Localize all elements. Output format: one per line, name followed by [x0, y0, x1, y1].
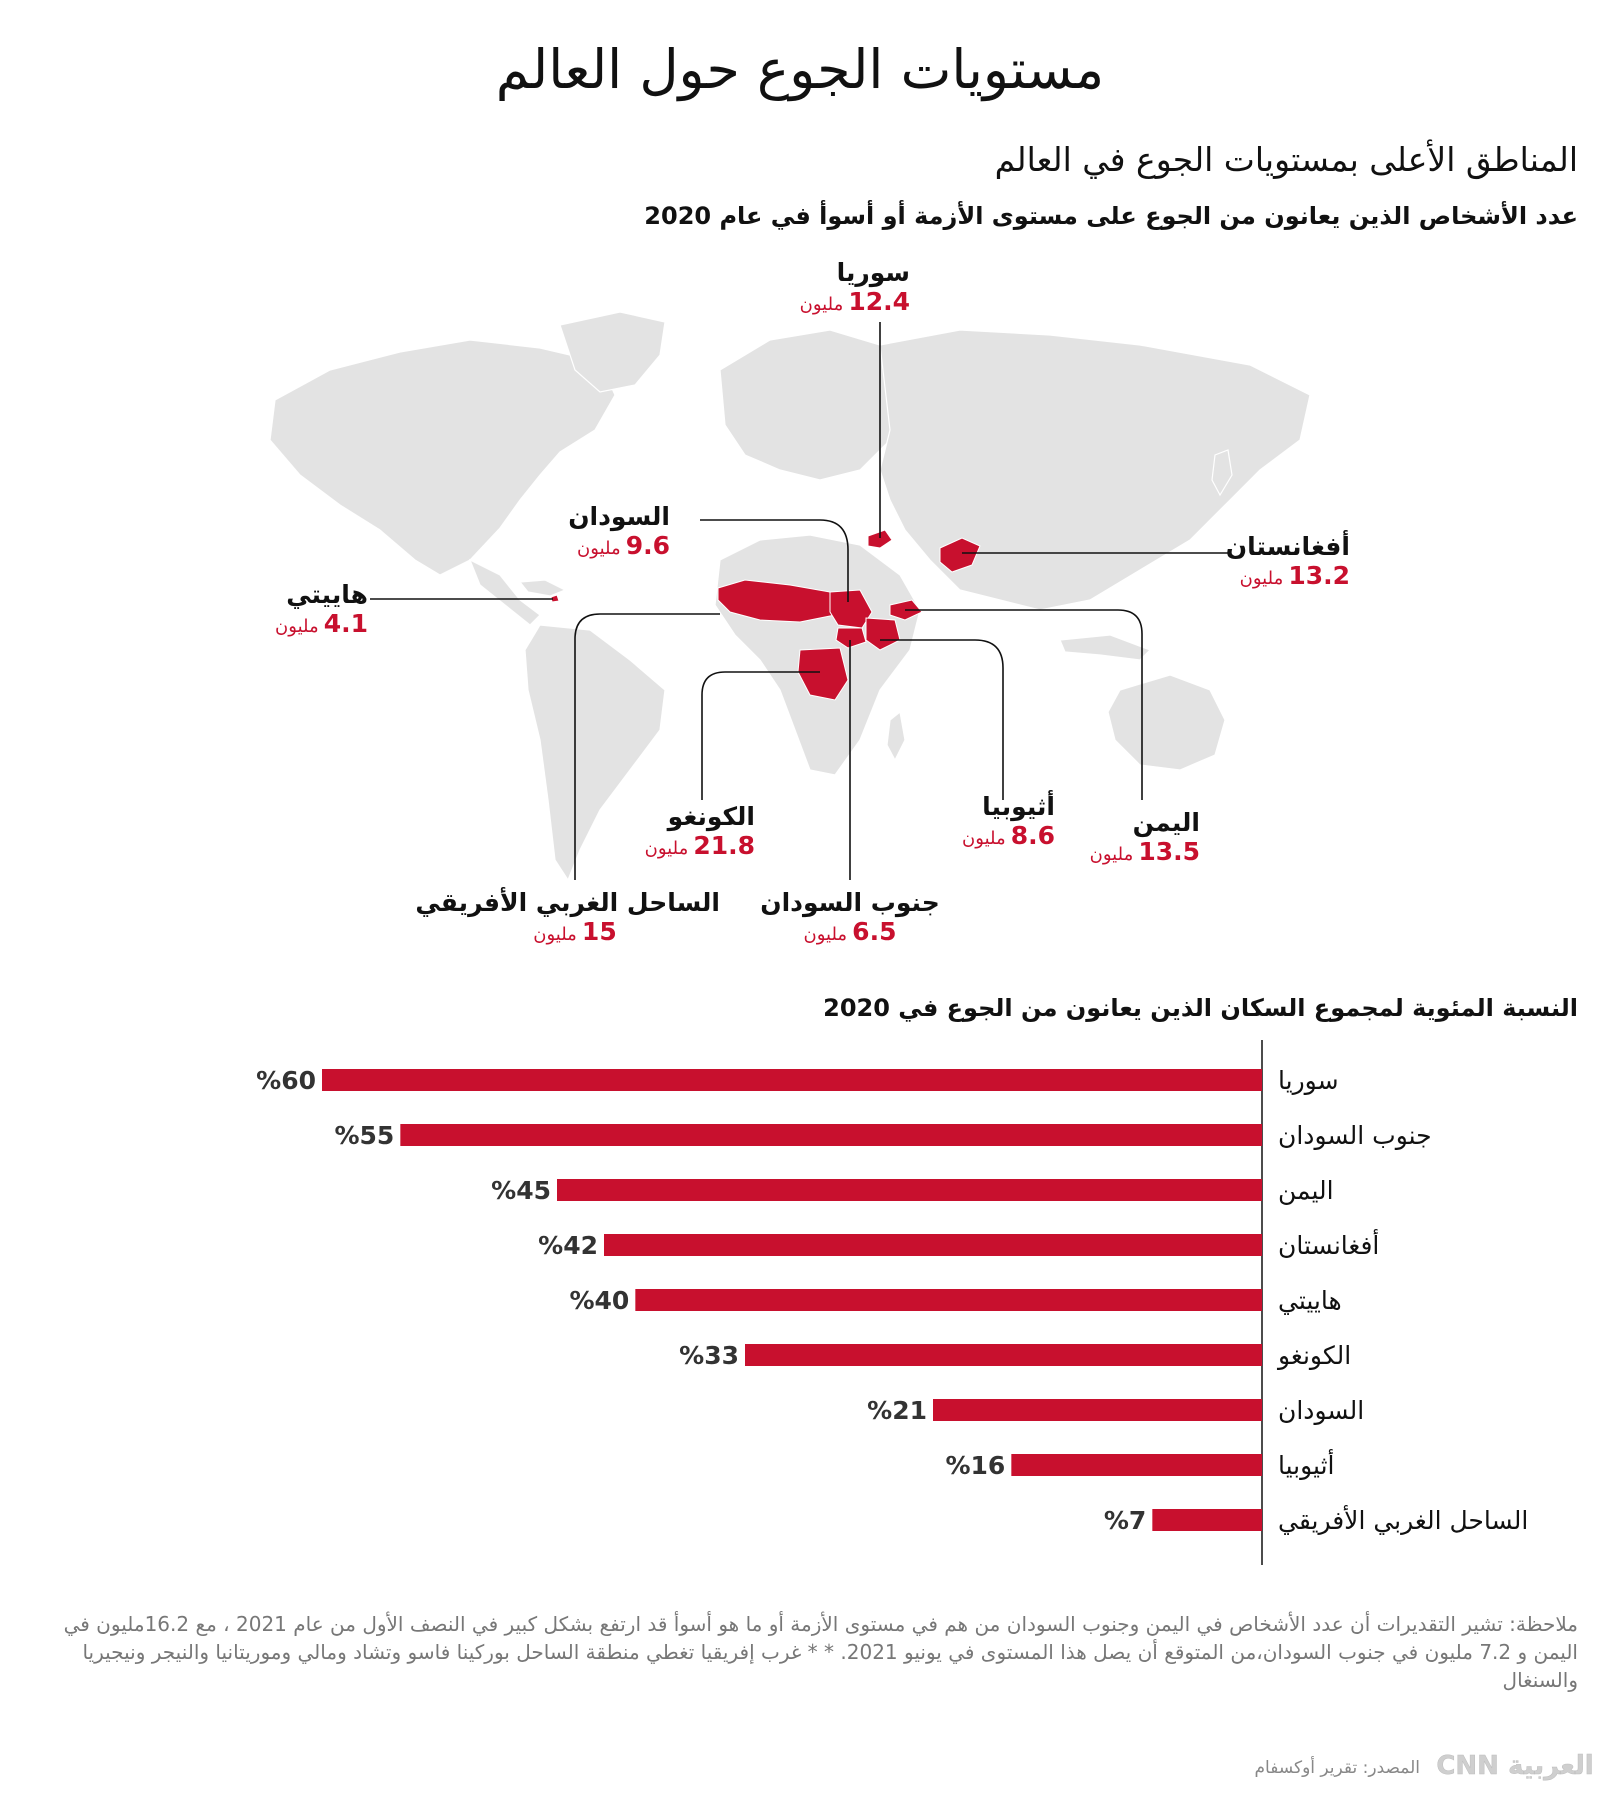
callout-name: الكونغو [667, 802, 755, 831]
bar-value-label: %45 [491, 1176, 551, 1205]
callout-name: اليمن [1132, 808, 1200, 837]
bar [400, 1124, 1262, 1146]
bar-value-label: %33 [679, 1341, 739, 1370]
bar [604, 1234, 1262, 1256]
callout-congo [645, 802, 755, 860]
svg-text:CNN العربية: CNN العربية [1436, 1751, 1594, 1781]
callout-value: 13.2 [1288, 561, 1350, 590]
europe-shape [720, 330, 900, 480]
callout-ethiopia [962, 792, 1055, 850]
bar-value-label: %55 [334, 1121, 395, 1150]
bar-value-label: %42 [538, 1231, 598, 1260]
callout-unit: مليون [803, 924, 848, 945]
callout-value: 8.6 [1010, 821, 1055, 850]
logo-icon [1436, 1744, 1594, 1784]
callout-name: سوريا [836, 258, 910, 287]
bar-category-label: سوريا [1278, 1066, 1339, 1095]
callout-unit: مليون [799, 294, 844, 315]
footnote: ملاحظة: تشير التقديرات أن عدد الأشخاص في اليمن وجنوب السودان من هم في مستوى الأزمة أو ما هو أسوأ قد ارتفع بشكل كبير في النصف الأول من عام 2021 ، مع 16.2مليون في اليمن و 7.2 مليون في جنوب السودان،من المتوقع أن يصل هذا المستوى في يونيو 2021. * * غرب إفريقيا تغطي منطقة الساحل بوركينا فاسو وتشاد ومالي وموريتانيا والنيجر ونيجيريا والسنغال [63, 1612, 1578, 1692]
callout-value: 4.1 [323, 609, 368, 638]
callout-unit: مليون [577, 538, 621, 559]
callout-unit: مليون [962, 828, 1006, 849]
callout-value: 9.6 [625, 531, 670, 560]
bar [1011, 1454, 1262, 1476]
bar-value-label: %21 [867, 1396, 927, 1425]
callout-yemen [1090, 808, 1200, 866]
callout-sudan [568, 502, 670, 560]
callout-name: أثيوبيا [982, 792, 1055, 821]
bar [557, 1179, 1262, 1201]
main-title: مستويات الجوع حول العالم [495, 38, 1105, 101]
north-america-shape [270, 340, 615, 575]
callout-unit: مليون [1239, 568, 1284, 589]
callout-syria [800, 258, 910, 316]
bar-value-label: %7 [1103, 1506, 1147, 1535]
australia-shape [1108, 675, 1225, 770]
bar [933, 1399, 1262, 1421]
callout-unit: مليون [533, 924, 577, 945]
cnn-arabic-logo [1436, 1744, 1594, 1784]
bar-category-label: أثيوبيا [1278, 1451, 1335, 1480]
bar-chart-title: النسبة المئوية لمجموع السكان الذين يعانون من الجوع في 2020 [823, 994, 1578, 1022]
callout-afghanistan [1226, 532, 1350, 590]
callout-value: 21.8 [693, 831, 755, 860]
bar-category-label: الكونغو [1278, 1341, 1352, 1370]
callout-name: جنوب السودان [760, 888, 940, 917]
callout-value: 13.5 [1138, 837, 1200, 866]
bar-value-label: %60 [256, 1066, 316, 1095]
callout-sahel [415, 888, 720, 946]
bar-category-label: السودان [1278, 1396, 1365, 1425]
bar [745, 1344, 1262, 1366]
bar-category-label: اليمن [1278, 1176, 1334, 1205]
callout-value: 6.5 [852, 917, 897, 946]
callout-name: هاييتي [286, 580, 368, 609]
callout-unit: مليون [1089, 844, 1134, 865]
bar [322, 1069, 1262, 1091]
map-subheading: عدد الأشخاص الذين يعانون من الجوع على مستوى الأزمة أو أسوأ في عام 2020 [644, 202, 1578, 230]
bar [635, 1289, 1262, 1311]
map-heading: المناطق الأعلى بمستويات الجوع في العالم [994, 140, 1578, 179]
callout-unit: مليون [275, 616, 319, 637]
bar-category-label: الساحل الغربي الأفريقي [1278, 1506, 1529, 1535]
bar-value-label: %16 [945, 1451, 1006, 1480]
bar-chart-svg [0, 1040, 1600, 1560]
callout-haiti [275, 580, 368, 638]
callout-name: السودان [568, 502, 670, 531]
callout-south-sudan [740, 888, 960, 946]
callout-name: الساحل الغربي الأفريقي [415, 888, 720, 917]
bar [1152, 1509, 1262, 1531]
callout-name: أفغانستان [1225, 532, 1350, 561]
bar-category-label: أفغانستان [1278, 1231, 1380, 1260]
bar-category-label: هاييتي [1278, 1286, 1342, 1315]
indonesia-shape [1060, 635, 1150, 660]
callout-value: 12.4 [848, 287, 910, 316]
callout-unit: مليون [644, 838, 689, 859]
callout-value: 15 [581, 917, 617, 946]
bar-category-label: جنوب السودان [1278, 1121, 1432, 1150]
caribbean-shape [520, 580, 565, 596]
source-credit: المصدر: تقرير أوكسفام [1254, 1758, 1420, 1778]
bar-chart [0, 1040, 1600, 1560]
madagascar-shape [887, 712, 905, 760]
bar-value-label: %40 [569, 1286, 630, 1315]
